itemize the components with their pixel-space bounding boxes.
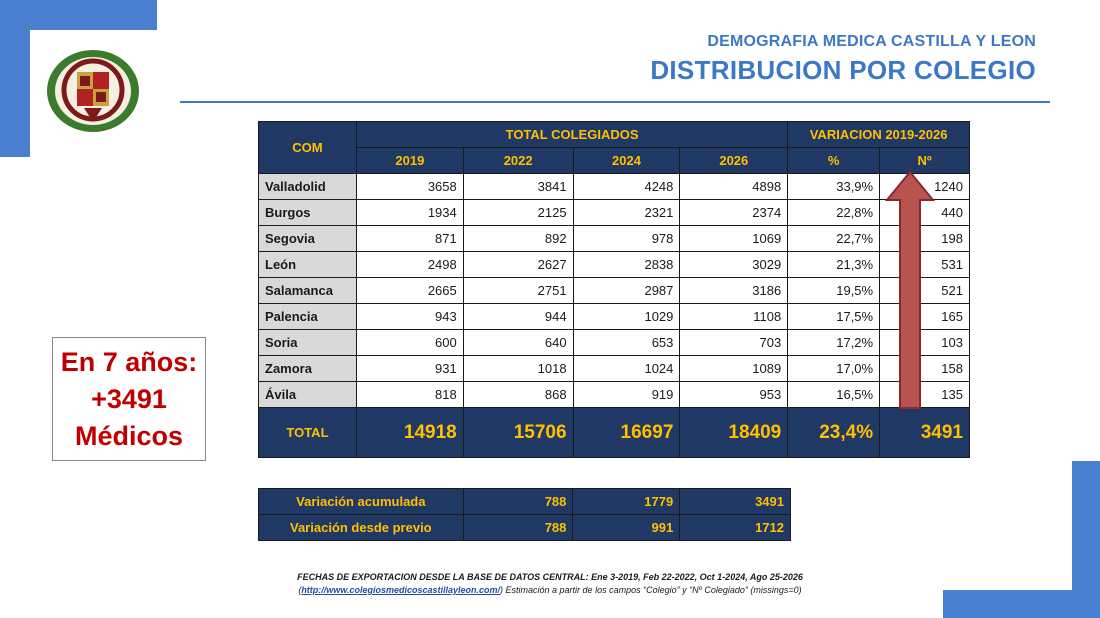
table-row xyxy=(259,356,970,382)
table-row xyxy=(259,226,970,252)
cell-2022: 2125 xyxy=(463,200,573,226)
variation-2022: 788 xyxy=(463,489,573,515)
cell-2019: 943 xyxy=(356,304,463,330)
variation-label: Variación acumulada xyxy=(259,489,464,515)
row-name: Soria xyxy=(259,330,357,356)
col-header-2019: 2019 xyxy=(356,148,463,174)
table-row xyxy=(259,304,970,330)
col-header-pct: % xyxy=(788,148,880,174)
cell-2022: 868 xyxy=(463,382,573,408)
page-subtitle: DEMOGRAFIA MEDICA CASTILLA Y LEON xyxy=(707,33,1036,50)
cell-n: 103 xyxy=(880,330,970,356)
row-name: León xyxy=(259,252,357,278)
table-row xyxy=(259,382,970,408)
cell-n: 135 xyxy=(880,382,970,408)
callout-line-3: Médicos xyxy=(74,421,184,451)
cell-2022: 892 xyxy=(463,226,573,252)
variation-2024: 1779 xyxy=(573,489,680,515)
cell-2026: 1108 xyxy=(680,304,788,330)
callout-line-2: +3491 xyxy=(91,384,167,414)
cell-pct: 19,5% xyxy=(788,278,880,304)
cell-n: 198 xyxy=(880,226,970,252)
colegio-logo-icon xyxy=(44,48,142,134)
total-n: 3491 xyxy=(880,408,970,458)
variation-2022: 788 xyxy=(463,515,573,541)
cell-2024: 1029 xyxy=(573,304,680,330)
cell-2019: 2498 xyxy=(356,252,463,278)
variation-2024: 991 xyxy=(573,515,680,541)
total-pct: 23,4% xyxy=(788,408,880,458)
cell-2026: 1089 xyxy=(680,356,788,382)
cell-2024: 2987 xyxy=(573,278,680,304)
cell-2019: 818 xyxy=(356,382,463,408)
footer-dates-note: FECHAS DE EXPORTACION DESDE LA BASE DE DATOS CENTRAL: Ene 3-2019, Feb 22-2022, Oct 1-2024, Ago 25-2026 xyxy=(297,572,803,582)
colegio-table xyxy=(258,121,970,458)
cell-pct: 17,2% xyxy=(788,330,880,356)
cell-2024: 2321 xyxy=(573,200,680,226)
row-name: Salamanca xyxy=(259,278,357,304)
cell-2026: 4898 xyxy=(680,174,788,200)
table-total-row xyxy=(259,408,970,458)
variation-label: Variación desde previo xyxy=(259,515,464,541)
table-row xyxy=(259,330,970,356)
cell-2022: 640 xyxy=(463,330,573,356)
cell-2019: 871 xyxy=(356,226,463,252)
cell-2024: 2838 xyxy=(573,252,680,278)
cell-pct: 17,0% xyxy=(788,356,880,382)
cell-2022: 1018 xyxy=(463,356,573,382)
variation-2026: 1712 xyxy=(680,515,791,541)
total-2024: 16697 xyxy=(573,408,680,458)
row-name: Segovia xyxy=(259,226,357,252)
table-row xyxy=(259,278,970,304)
cell-pct: 22,8% xyxy=(788,200,880,226)
col-header-n: Nº xyxy=(880,148,970,174)
variacion-header: VARIACION 2019-2026 xyxy=(788,122,970,148)
cell-2022: 3841 xyxy=(463,174,573,200)
cell-2026: 3029 xyxy=(680,252,788,278)
table-row xyxy=(259,252,970,278)
cell-2022: 944 xyxy=(463,304,573,330)
cell-pct: 22,7% xyxy=(788,226,880,252)
com-header: COM xyxy=(259,122,357,174)
cell-n: 158 xyxy=(880,356,970,382)
cell-2019: 600 xyxy=(356,330,463,356)
summary-callout xyxy=(52,337,206,461)
source-link[interactable]: http://www.colegiosmedicoscastillayleon.com/ xyxy=(301,585,501,595)
cell-pct: 17,5% xyxy=(788,304,880,330)
cell-2024: 4248 xyxy=(573,174,680,200)
total-colegiados-header: TOTAL COLEGIADOS xyxy=(356,122,787,148)
cell-n: 165 xyxy=(880,304,970,330)
cell-2024: 978 xyxy=(573,226,680,252)
cell-2022: 2751 xyxy=(463,278,573,304)
cell-2026: 953 xyxy=(680,382,788,408)
table-header-row xyxy=(259,122,970,148)
total-2019: 14918 xyxy=(356,408,463,458)
title-divider xyxy=(180,101,1050,103)
cell-2026: 1069 xyxy=(680,226,788,252)
cell-2019: 3658 xyxy=(356,174,463,200)
cell-n: 1240 xyxy=(880,174,970,200)
variation-table xyxy=(258,488,791,541)
row-name: Ávila xyxy=(259,382,357,408)
table-row xyxy=(259,174,970,200)
col-header-2026: 2026 xyxy=(680,148,788,174)
up-arrow-icon xyxy=(885,170,935,410)
cell-pct: 33,9% xyxy=(788,174,880,200)
callout-line-1: En 7 años: xyxy=(60,347,198,377)
cell-2026: 3186 xyxy=(680,278,788,304)
table-row xyxy=(259,200,970,226)
cell-2026: 2374 xyxy=(680,200,788,226)
footer-rest: ) Estimación a partir de los campos “Colegio” y “Nº Colegiado” (missings=0) xyxy=(500,585,802,595)
table-row xyxy=(259,515,791,541)
cell-2022: 2627 xyxy=(463,252,573,278)
total-label: TOTAL xyxy=(259,408,357,458)
cell-2024: 653 xyxy=(573,330,680,356)
cell-n: 531 xyxy=(880,252,970,278)
row-name: Valladolid xyxy=(259,174,357,200)
col-header-2024: 2024 xyxy=(573,148,680,174)
cell-2019: 931 xyxy=(356,356,463,382)
cell-2024: 919 xyxy=(573,382,680,408)
row-name: Palencia xyxy=(259,304,357,330)
cell-2019: 2665 xyxy=(356,278,463,304)
cell-2024: 1024 xyxy=(573,356,680,382)
footer-open-paren: ( xyxy=(298,585,302,595)
page-title: DISTRIBUCION POR COLEGIO xyxy=(650,55,1036,85)
table-row xyxy=(259,489,791,515)
row-name: Burgos xyxy=(259,200,357,226)
total-2022: 15706 xyxy=(463,408,573,458)
cell-n: 521 xyxy=(880,278,970,304)
variation-2026: 3491 xyxy=(680,489,791,515)
footer-source-note xyxy=(0,585,1100,595)
row-name: Zamora xyxy=(259,356,357,382)
cell-2026: 703 xyxy=(680,330,788,356)
total-2026: 18409 xyxy=(680,408,788,458)
cell-pct: 16,5% xyxy=(788,382,880,408)
cell-2019: 1934 xyxy=(356,200,463,226)
cell-pct: 21,3% xyxy=(788,252,880,278)
cell-n: 440 xyxy=(880,200,970,226)
table-subheader-row xyxy=(259,148,970,174)
col-header-2022: 2022 xyxy=(463,148,573,174)
